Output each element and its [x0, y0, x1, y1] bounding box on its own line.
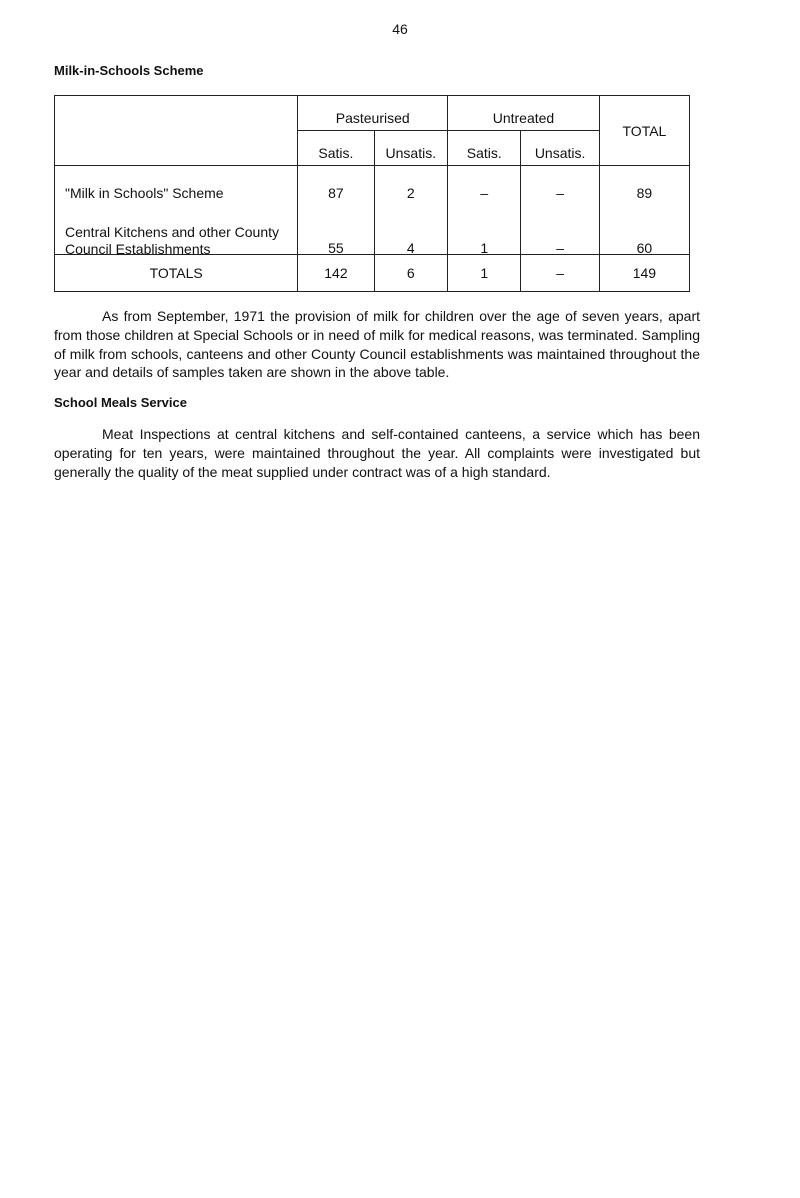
- row-labels-cell: [55, 166, 298, 255]
- header-untreated: Untreated: [448, 96, 600, 131]
- subheader-pasteurised-unsatis: Unsatis.: [374, 131, 448, 166]
- table-cell: –: [480, 185, 489, 201]
- table-cell: –: [556, 240, 564, 256]
- section-heading-milk: Milk-in-Schools Scheme: [54, 63, 204, 78]
- table-cell: 55: [328, 240, 344, 256]
- table-cell: 87: [328, 185, 344, 201]
- table-cell: 89: [636, 185, 653, 201]
- col-untreated-unsatis: [521, 166, 599, 255]
- col-total: [599, 166, 689, 255]
- row-label-central-kitchens-line2: Council Establishments: [65, 241, 211, 257]
- totals-label: TOTALS: [55, 255, 298, 292]
- row-label-central-kitchens-line1: Central Kitchens and other County: [65, 224, 280, 240]
- table-cell: 142: [298, 255, 374, 292]
- table-cell: 6: [374, 255, 448, 292]
- subheader-pasteurised-satis: Satis.: [298, 131, 374, 166]
- table-header-row: [55, 96, 690, 131]
- header-pasteurised: Pasteurised: [298, 96, 448, 131]
- subheader-untreated-satis: Satis.: [448, 131, 521, 166]
- table-cell: –: [521, 255, 599, 292]
- col-pasteurised-satis: [298, 166, 374, 255]
- subheader-untreated-unsatis: Unsatis.: [521, 131, 599, 166]
- table-cell: 1: [480, 240, 489, 256]
- milk-samples-table: [54, 95, 690, 292]
- table-cell: 60: [636, 240, 653, 256]
- header-total: TOTAL: [599, 96, 689, 166]
- table-cell: 2: [406, 185, 415, 201]
- table-body-row: [55, 166, 690, 255]
- milk-paragraph: As from September, 1971 the provision of milk for children over the age of seven years, apart from those children at Special Schools or in need of milk for medical reasons, was terminated. Sampling of milk from schools, canteens and other County Council establishments was maintained throughout the year and details of samples taken are shown in the above table.: [54, 308, 700, 381]
- table-totals-row: [55, 255, 690, 292]
- section-heading-school-meals: School Meals Service: [54, 395, 187, 410]
- page-number: 46: [392, 21, 408, 37]
- table-cell: –: [556, 185, 564, 201]
- school-meals-paragraph: Meat Inspections at central kitchens and self-contained canteens, a service which has been operating for ten years, were maintained throughout the year. All complaints were investigated but generally the quality of the meat supplied under contract was of a high standard.: [54, 426, 700, 480]
- table-cell: 149: [599, 255, 689, 292]
- col-untreated-satis: [448, 166, 521, 255]
- col-pasteurised-unsatis: [374, 166, 448, 255]
- table-cell: 4: [406, 240, 415, 256]
- header-blank-cell: [55, 96, 298, 166]
- row-label-milk-in-schools: "Milk in Schools" Scheme: [65, 185, 224, 201]
- table-cell: 1: [448, 255, 521, 292]
